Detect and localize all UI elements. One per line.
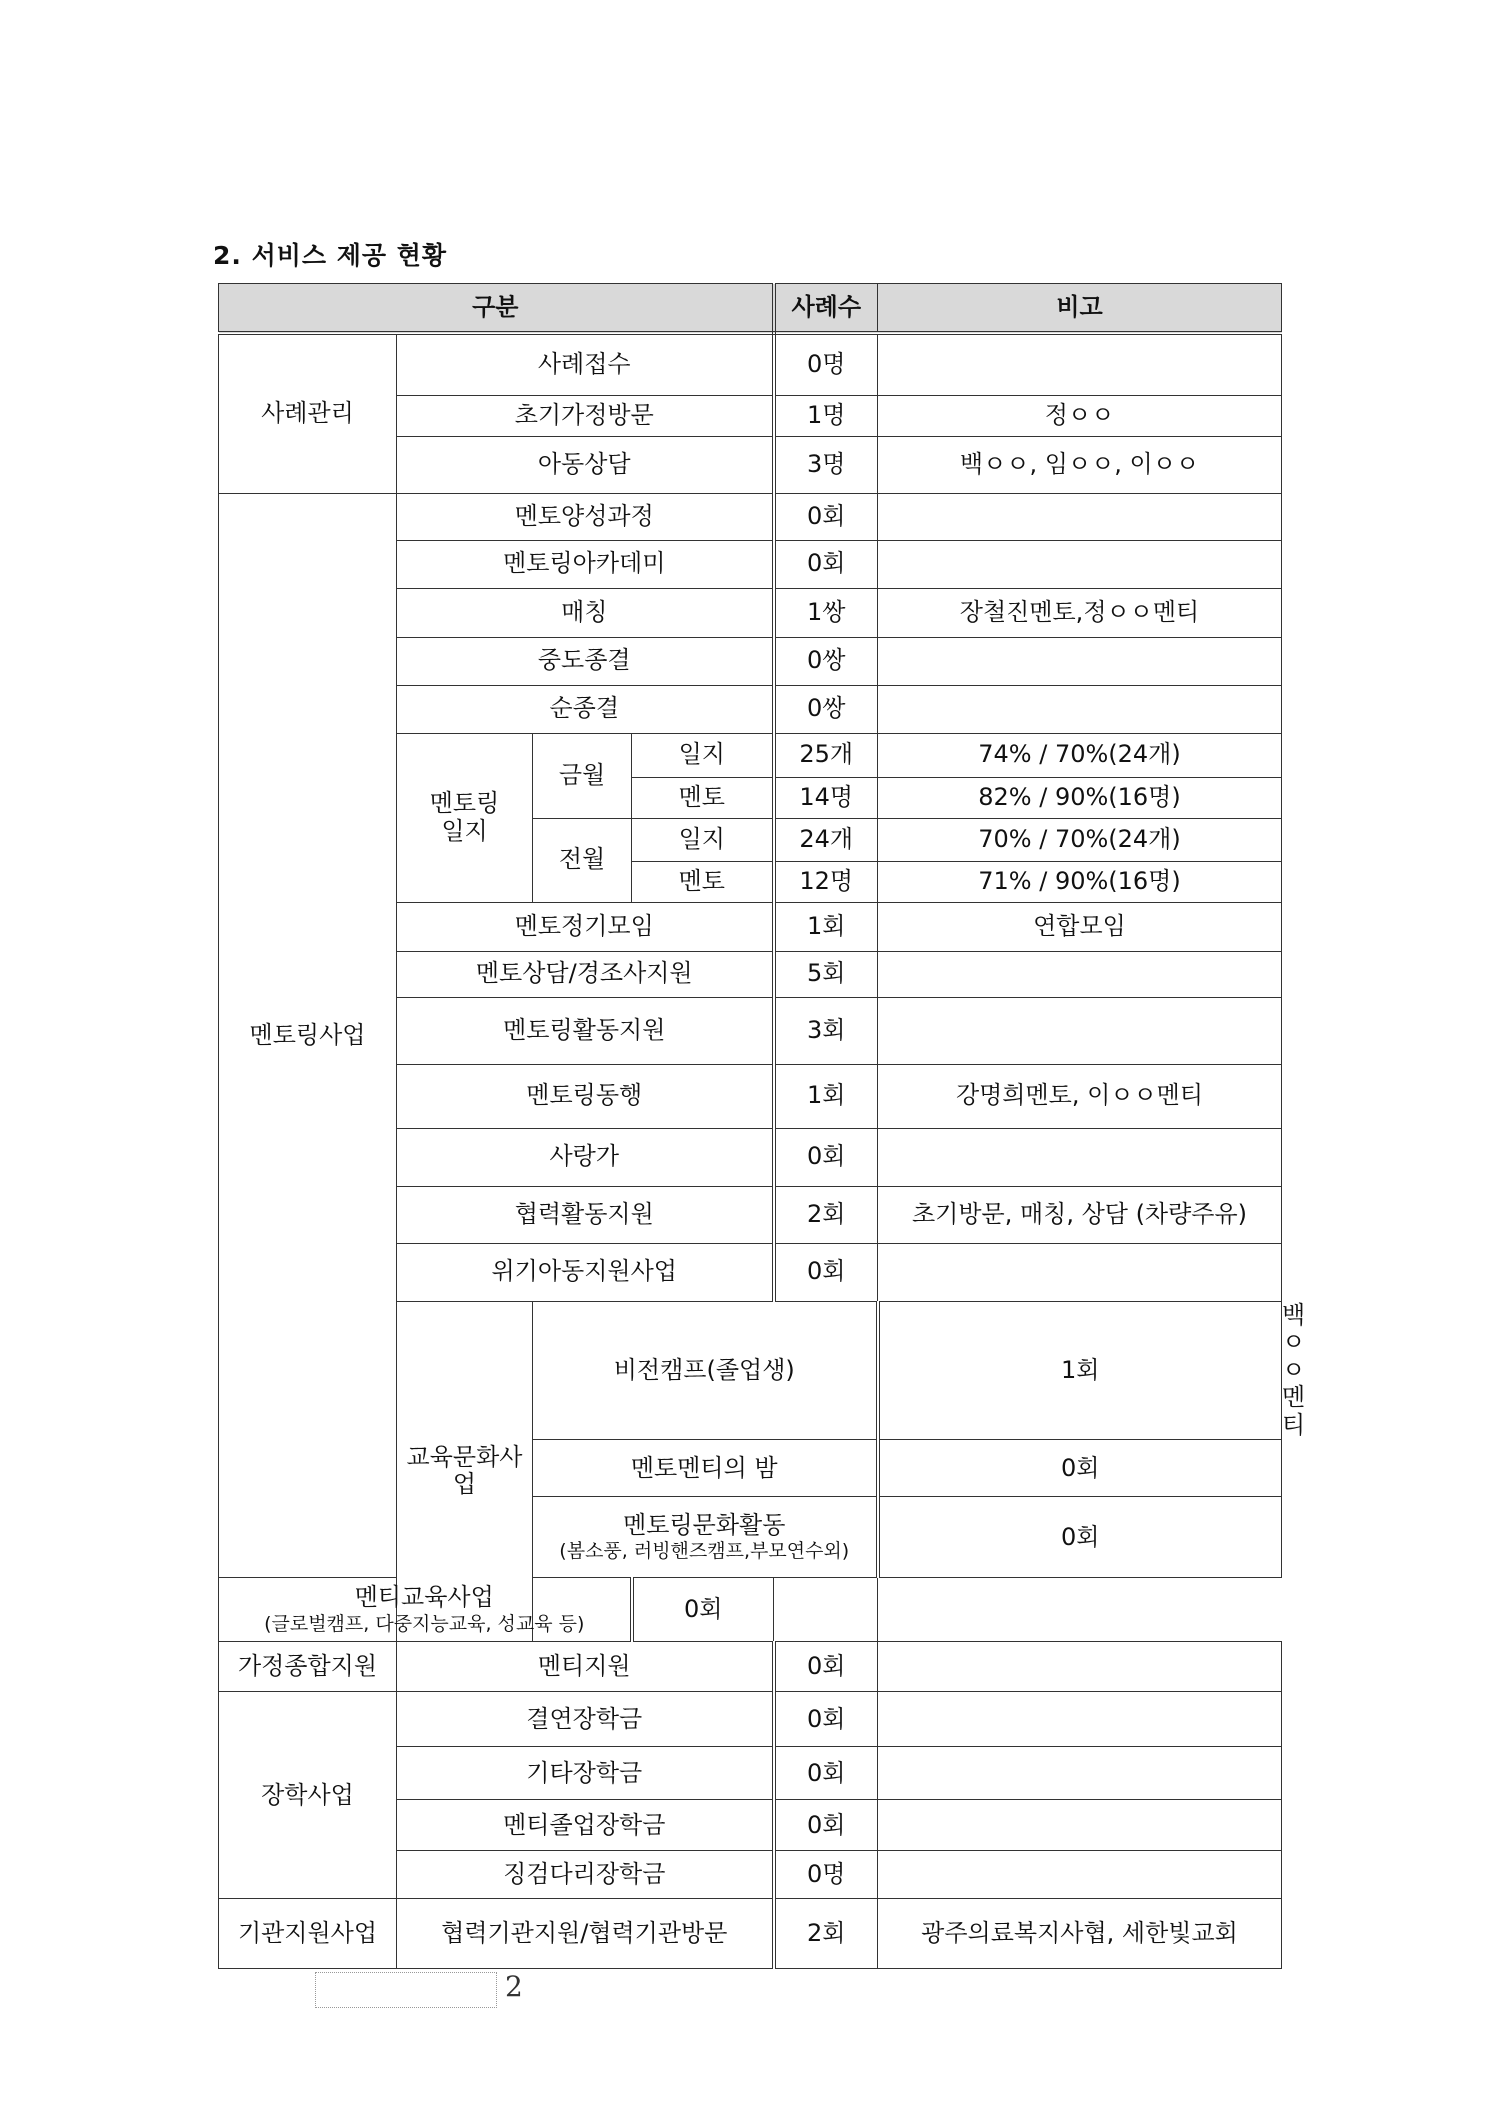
section-heading: 2. 서비스 제공 현황 — [213, 241, 448, 270]
journal-type: 멘토 — [632, 861, 774, 902]
item-cell: 기타장학금 — [397, 1747, 774, 1800]
item-cell: 멘토링활동지원 — [397, 997, 774, 1064]
note-cell: 정ㅇㅇ — [878, 395, 1282, 436]
note-cell — [878, 637, 1282, 685]
page-footer-box — [315, 1972, 497, 2008]
note-cell — [878, 1692, 1282, 1747]
service-status-table: 구분 사례수 비고 사례관리 사례접수 0명 초기가정방문 1명 정ㅇㅇ 아동상담 3명 백ㅇㅇ, 임ㅇㅇ, 이ㅇㅇ 멘토링사업 멘토양성과정 0회 멘토링아카데미 0회 매칭 1쌍 장철진멘토,정ㅇㅇ멘티 중도종결 0쌍 순종결 0쌍 멘토링 일지 금월 일지 25개 74% / 70%(24개) 멘토 14명 82% / 90%(16명) 전월 일지 24개 70% / 70%(24개) 멘토 12명 71% / 90%(16명) 멘토정기모임 1회 연합모임 멘토상담/경조사지원 5회 멘토링활동지원 3회 멘토링동행 1회 강명희멘토, 이ㅇㅇ멘티 사랑가 0회 협력활동지원 2회 초기방문, 매칭, 상담 (차량주유) 위기아동지원사업 0회 교육문화사업 비전캠프(졸업생) 1회 백ㅇㅇ멘티 멘토멘티의 밤 0회 멘토링문화활동 (봄소풍, 러빙핸즈캠프,부모연수외) 0회 멘티교육사업 (글로벌캠프, 다중지능교육, 성교육 등) 0회 가정종합지원 멘티지원 0회 장학사업 결연장학금 0회 기타장학금 0회 멘티졸업장학금 0회 징검다리장학금 0명 기관지원사업 협력기관지원/협력기관방문 2회 광주의료복지사협, 세한빛교회 — [218, 283, 1282, 1969]
item-cell: 비전캠프(졸업생) — [533, 1301, 878, 1440]
item-cell: 아동상담 — [397, 436, 774, 493]
header-note: 비고 — [878, 284, 1282, 334]
group-education: 교육문화사업 — [397, 1301, 533, 1642]
count-cell: 0회 — [774, 1747, 878, 1800]
journal-label-line2: 일지 — [441, 816, 488, 845]
item-cell — [533, 1497, 878, 1578]
note-cell: 82% / 90%(16명) — [878, 777, 1282, 818]
item-cell: 멘토멘티의 밤 — [533, 1440, 878, 1497]
count-cell: 1명 — [774, 395, 878, 436]
count-cell: 14명 — [774, 777, 878, 818]
note-cell: 초기방문, 매칭, 상담 (차량주유) — [878, 1186, 1282, 1243]
note-cell — [878, 1128, 1282, 1186]
group-scholarship: 장학사업 — [219, 1692, 397, 1899]
note-cell — [774, 1578, 878, 1642]
count-cell: 0회 — [878, 1497, 1282, 1578]
item-cell: 멘토정기모임 — [397, 902, 774, 951]
note-cell — [878, 1243, 1282, 1301]
item-cell: 협력기관지원/협력기관방문 — [397, 1899, 774, 1969]
header-category: 구분 — [219, 284, 774, 334]
count-cell: 2회 — [774, 1186, 878, 1243]
item-cell: 멘토링동행 — [397, 1064, 774, 1128]
count-cell: 0회 — [774, 493, 878, 540]
group-agency: 기관지원사업 — [219, 1899, 397, 1969]
count-cell: 24개 — [774, 818, 878, 861]
item-label: 멘티교육사업 — [354, 1583, 494, 1612]
count-cell: 1회 — [774, 902, 878, 951]
count-cell: 3명 — [774, 436, 878, 493]
count-cell: 25개 — [774, 733, 878, 777]
item-cell: 사랑가 — [397, 1128, 774, 1186]
count-cell: 2회 — [774, 1899, 878, 1969]
note-cell: 광주의료복지사협, 세한빛교회 — [878, 1899, 1282, 1969]
item-sublabel: (글로벌캠프, 다중지능교육, 성교육 등) — [264, 1612, 585, 1635]
note-cell: 강명희멘토, 이ㅇㅇ멘티 — [878, 1064, 1282, 1128]
count-cell: 1쌍 — [774, 588, 878, 637]
item-cell: 초기가정방문 — [397, 395, 774, 436]
note-cell — [878, 685, 1282, 733]
count-cell: 5회 — [774, 951, 878, 997]
item-cell: 사례접수 — [397, 333, 774, 395]
count-cell: 0회 — [774, 1243, 878, 1301]
count-cell: 3회 — [774, 997, 878, 1064]
item-cell: 징검다리장학금 — [397, 1851, 774, 1899]
note-cell: 연합모임 — [878, 902, 1282, 951]
journal-type: 일지 — [632, 733, 774, 777]
item-cell: 멘티지원 — [397, 1642, 774, 1692]
note-cell — [878, 540, 1282, 588]
count-cell: 0회 — [774, 1642, 878, 1692]
item-cell: 순종결 — [397, 685, 774, 733]
note-cell: 70% / 70%(24개) — [878, 818, 1282, 861]
count-cell: 0쌍 — [774, 685, 878, 733]
note-cell — [878, 1800, 1282, 1851]
journal-type: 멘토 — [632, 777, 774, 818]
count-cell: 1회 — [878, 1301, 1282, 1440]
count-cell: 0명 — [774, 1851, 878, 1899]
note-cell — [878, 1851, 1282, 1899]
item-cell: 중도종결 — [397, 637, 774, 685]
item-cell: 협력활동지원 — [397, 1186, 774, 1243]
journal-this-month: 금월 — [533, 733, 632, 818]
item-cell — [219, 1578, 632, 1642]
journal-label-line1: 멘토링 — [429, 788, 500, 817]
item-cell: 멘토양성과정 — [397, 493, 774, 540]
note-cell — [878, 997, 1282, 1064]
item-cell: 위기아동지원사업 — [397, 1243, 774, 1301]
item-cell: 멘토상담/경조사지원 — [397, 951, 774, 997]
note-cell — [878, 951, 1282, 997]
count-cell: 0회 — [774, 1800, 878, 1851]
count-cell: 0회 — [774, 1128, 878, 1186]
note-cell: 백ㅇㅇ, 임ㅇㅇ, 이ㅇㅇ — [878, 436, 1282, 493]
item-label: 멘토링문화활동 — [623, 1510, 786, 1539]
item-sublabel: (봄소풍, 러빙핸즈캠프,부모연수외) — [559, 1540, 850, 1563]
group-case: 사례관리 — [219, 333, 397, 493]
group-family: 가정종합지원 — [219, 1642, 397, 1692]
item-cell: 매칭 — [397, 588, 774, 637]
header-count: 사례수 — [774, 284, 878, 334]
journal-last-month: 전월 — [533, 818, 632, 902]
note-cell — [878, 493, 1282, 540]
page-number: 2 — [505, 1970, 523, 2003]
count-cell: 12명 — [774, 861, 878, 902]
note-cell: 장철진멘토,정ㅇㅇ멘티 — [878, 588, 1282, 637]
note-cell: 71% / 90%(16명) — [878, 861, 1282, 902]
note-cell — [878, 333, 1282, 395]
count-cell: 0쌍 — [774, 637, 878, 685]
count-cell: 0명 — [774, 333, 878, 395]
item-cell: 결연장학금 — [397, 1692, 774, 1747]
item-cell: 멘티졸업장학금 — [397, 1800, 774, 1851]
note-cell — [878, 1747, 1282, 1800]
count-cell: 0회 — [632, 1578, 774, 1642]
count-cell: 0회 — [774, 1692, 878, 1747]
count-cell: 1회 — [774, 1064, 878, 1128]
count-cell: 0회 — [774, 540, 878, 588]
group-mentoring: 멘토링사업 — [219, 493, 397, 1578]
journal-type: 일지 — [632, 818, 774, 861]
note-cell — [878, 1642, 1282, 1692]
count-cell: 0회 — [878, 1440, 1282, 1497]
note-cell: 74% / 70%(24개) — [878, 733, 1282, 777]
journal-label — [397, 733, 533, 902]
item-cell: 멘토링아카데미 — [397, 540, 774, 588]
